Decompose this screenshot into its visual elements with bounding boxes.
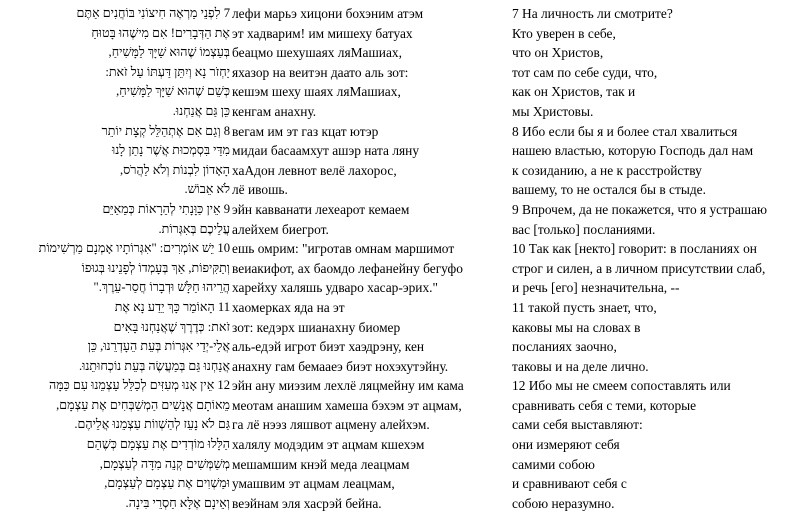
hebrew-line: בְּעַצְמוֹ שֶׁהוּא שַׁיָּךְ לַמָּשִׁיחַ, (108, 45, 230, 60)
transliteration-line: яхазор на веитэн даато аль зот: (232, 64, 409, 80)
transliteration-line: мидаи басаамхут ашэр ната ляну (232, 143, 420, 159)
russian-line: 8 Ибо если бы я и более стал хвалиться (512, 123, 738, 139)
hebrew-line: אֲלֵי-יְדֵי אִגְּרוֹת בְּעֵת הֵעָדְרֵנוּ, כֵּן (87, 339, 230, 354)
russian-line: и речь [его] незначительна, -- (512, 280, 680, 296)
transliteration-line: меотам анашим хамеша бэхэм эт ацмам, (232, 397, 462, 413)
hebrew-line: 8 וְגַם אִם אֶתְהַלֵּל קְצָת יוֹתֵר (101, 123, 230, 138)
hebrew-line: 9 אֵין כַּוָּנָתִי לְהֵרָאוֹת כְּמֵאַיֵּם (102, 201, 230, 216)
transliteration-line: лё ивошь. (232, 182, 288, 198)
russian-line: 11 такой пусть знает, что, (512, 299, 657, 315)
russian-line: как он Христов, так и (512, 84, 636, 100)
russian-line: 9 Впрочем, да не покажется, что я устрашаю (512, 201, 768, 217)
hebrew-line: לֹא אֵבוֹשׁ. (184, 182, 230, 197)
transliteration-line: лефи марьэ хицони бохэним атэм (232, 6, 424, 21)
russian-line: тот сам по себе суди, что, (512, 64, 658, 80)
russian-line: сами себя выставляют: (512, 417, 643, 433)
transliteration-line: харейху халяшь удваро хасар-эрих." (232, 280, 438, 296)
transliteration-line: веэйнам эля хасрэй бейна. (232, 495, 382, 511)
russian-line: нашею властью, которую Господь дал нам (512, 143, 754, 159)
hebrew-line: כֵּן גַּם אֲנַחְנוּ. (172, 103, 230, 118)
transliteration-line: мешамшим кнэй меда леацмам (232, 456, 410, 472)
transliteration-line: халялу модэдим эт ацмам кшехэм (232, 437, 425, 453)
hebrew-line: זֹאת: כְּדֶרֶךְ שֶׁאֲנַחְנוּ בָּאִים (113, 319, 230, 334)
transliteration-line: аль-едэй игрот биэт хаэдрэну, кен (232, 339, 425, 355)
russian-line: сравнивать себя с теми, которые (512, 397, 697, 413)
hebrew-line: הֲרֵיהוּ חַלָּשׁ וּדְבָרוֹ חֲסַר-עֵרֶךְ." (93, 280, 230, 295)
hebrew-line: אֲנַחְנוּ גַּם בְּמַעֲשֶׂה בְּעֵת נוֹכְחוּתֵנוּ. (78, 358, 230, 373)
russian-line: таковы и на деле лично. (512, 358, 649, 374)
hebrew-line: וּמַשְׁוִים אֶת עַצְמָם לְעַצְמָם, (104, 476, 230, 491)
russian-line: строг и силен, а в личном присутствии слаб, (512, 260, 766, 276)
transliteration-line: эйн ану миэзим лехлё ляцмейну им кама (232, 378, 464, 394)
russian-line: каковы мы на словах в (512, 319, 641, 335)
transliteration-line: беацмо шехушаях ляМашиах, (232, 45, 402, 61)
transliteration-line: алейхем биегрот. (232, 221, 329, 237)
russian-line: мы Христовы. (512, 103, 594, 119)
hebrew-line: אֶת הַדְּבָרִים! אִם מִישֶׁהוּ בָּטוּחַ (91, 25, 230, 40)
hebrew-line: מֵאוֹתָם אֲנָשִׁים הַמְשַׁבְּחִים אֶת עַצְמָם, (56, 397, 230, 412)
hebrew-line: 10 יֵשׁ אוֹמְרִים: "אִגְּרוֹתָיו אָמְנָם מַרְשִׁימוֹת (38, 241, 230, 256)
russian-line: самими собою (512, 456, 595, 472)
russian-line: собою неразумно. (512, 495, 615, 511)
hebrew-line: מְשַׁמְּשִׁים קְנֵה מִדָּה לְעַצְמָם, (99, 456, 230, 471)
hebrew-line: יַחְזֹר נָא וְיִתֵּן דַּעְתּוֹ עַל זֹאת: (105, 64, 230, 79)
transliteration-line: кенгам анахну. (232, 103, 317, 119)
hebrew-line: וְאֵינָם אֶלָּא חַסְרֵי בִּינָה. (125, 495, 230, 510)
russian-line: они измеряют себя (512, 437, 620, 453)
russian-line: 10 Так как [некто] говорит: в посланиях он (512, 241, 757, 257)
hebrew-column (4, 4, 230, 513)
hebrew-line: מִדַּי בִּסְמְכוּת אֲשֶׁר נָתַן לָנוּ (111, 143, 230, 158)
russian-line: что он Христов, (512, 45, 604, 61)
hebrew-line: כְּשֵׁם שֶׁהוּא שַׁיָּךְ לַמָּשִׁיחַ, (116, 84, 230, 99)
transliteration-line: хаАдон левнот велё лахорос, (232, 162, 397, 178)
transliteration-line: веиакифот, ах баомдо лефанейну бегуфо (232, 260, 463, 276)
hebrew-line: הָאָדוֹן לִבְנוֹת וְלֹא לַהֲרֹס, (120, 162, 230, 177)
russian-line: вас [только] посланиями. (512, 221, 656, 237)
russian-line: и сравнивают себя с (512, 476, 627, 492)
transliteration-line: кешэм шеху шаях ляМашиах, (232, 84, 401, 100)
transliteration-line: анахну гам бемааеэ биэт нохэхутэйну. (232, 358, 449, 374)
russian-line: 12 Ибо мы не смеем сопоставлять или (512, 378, 731, 394)
hebrew-line: עֲלֵיכֶם בְּאִגְּרוֹת. (158, 221, 230, 236)
transliteration-line: ешь омрим: "игротав омнам маршимот (232, 241, 455, 257)
russian-line: Кто уверен в себе, (512, 25, 616, 41)
russian-line: вашему, то не остался бы в стыде. (512, 182, 706, 198)
transliteration-line: га лё нээз ляшвот ацмену алейхэм. (232, 417, 430, 433)
transliteration-line: умашвим эт ацмам леацмам, (232, 476, 395, 492)
russian-line: посланиях заочно, (512, 339, 617, 355)
hebrew-line: 7 לִפְנֵי מַרְאֶה חִיצוֹנִי בּוֹחֲנִים אַתֶּם (76, 6, 230, 20)
transliteration-line: хаомерках яда на эт (232, 299, 345, 315)
hebrew-line: הַלָּלוּ מוֹדְדִים אֶת עַצְמָם כְּשֶׁהֵם (86, 437, 230, 452)
hebrew-line: וְתַקִּיפוֹת, אַךְ בְּעָמְדוֹ לְפָנֵינוּ בְּגוּפוֹ (81, 260, 230, 275)
transliteration-line: вегам им эт газ кцат ютэр (232, 123, 379, 139)
russian-line: к созиданию, а не к расстройству (512, 162, 702, 178)
transliteration-line: эт хадварим! им мишеху батуах (232, 25, 413, 41)
hebrew-line: גַּם לֹא נָעֵז לְהַשְׁווֹת עַצְמֵנוּ אֲלֵיהֶם. (74, 417, 230, 432)
transliteration-line: эйн кавванати лехеарот кемаем (232, 201, 410, 217)
russian-line: 7 На личность ли смотрите? (512, 6, 673, 21)
hebrew-line: 11 הָאוֹמֵר כָּךְ יֵדַע נָא אֶת (114, 299, 230, 314)
transliteration-column (232, 4, 494, 513)
transliteration-line: зот: кедэрх шианахну биомер (232, 319, 401, 335)
russian-column (512, 4, 798, 513)
hebrew-line: 12 אֵין אָנוּ מְעִזִּים לְכַלֵּל עַצְמֵנוּ עִם כַּמָּה (48, 378, 230, 393)
